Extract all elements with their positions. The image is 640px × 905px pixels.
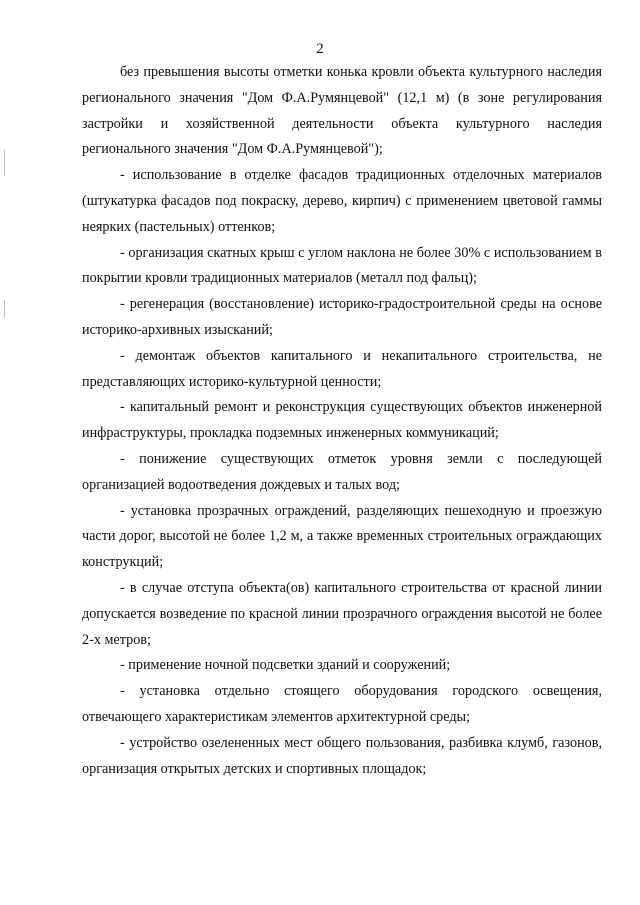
paragraph-green-spaces: - устройство озелененных мест общего пользования, разбивка клумб, газонов, организация открытых детских и спортивных площадок; xyxy=(82,734,602,777)
paragraph-transparent-fences: - установка прозрачных ограждений, разделяющих пешеходную и проезжую части дорог, высотой не более 1,2 м, а также временных строительных ограждающих конструкций; xyxy=(82,502,602,571)
paragraph-street-lighting: - установка отдельно стоящего оборудования городского освещения, отвечающего характеристикам элементов архитектурной среды; xyxy=(82,683,602,725)
paragraph-facade-materials: - использование в отделке фасадов традиционных отделочных материалов (штукатурка фасадов под покраску, дерево, кирпич) с применением цветовой гаммы неярких (пастельных) оттенков; xyxy=(82,167,602,235)
page-number: 2 xyxy=(316,41,324,57)
paragraph-infrastructure-repair: - капитальный ремонт и реконструкция существующих объектов инженерной инфраструктуры, прокладка подземных инженерных коммуникаций; xyxy=(82,399,602,442)
paragraph-ground-level: - понижение существующих отметок уровня земли с последующей организацией водоотведения дождевых и талых вод; xyxy=(82,450,602,493)
paragraph-height-restriction: без превышения высоты отметки конька кровли объекта культурного наследия регионального значения "Дом Ф.А.Румянцевой" (12,1 м) (в зоне регулирования застройки и хозяйственной деятельности объекта культурного наследия регионального значения "Дом Ф.А.Румянцевой"); xyxy=(82,64,602,158)
document-body xyxy=(82,60,602,782)
scan-edge-mark xyxy=(4,300,5,318)
paragraph-demolition: - демонтаж объектов капитального и некапитального строительства, не представляющих историко-культурной ценности; xyxy=(82,347,602,390)
paragraph-regeneration: - регенерация (восстановление) историко-градостроительной среды на основе историко-архивных изысканий; xyxy=(82,296,602,338)
scan-edge-mark xyxy=(4,150,5,176)
paragraph-night-lighting: - применение ночной подсветки зданий и сооружений; xyxy=(120,657,451,674)
paragraph-pitched-roofs: - организация скатных крыш с углом наклона не более 30% с использованием в покрытии кровли традиционных материалов (металл под фальц); xyxy=(82,244,602,287)
paragraph-red-line-fence: - в случае отступа объекта(ов) капитального строительства от красной линии допускается возведение по красной линии прозрачного ограждения высотой не более 2-х метров; xyxy=(82,579,602,648)
